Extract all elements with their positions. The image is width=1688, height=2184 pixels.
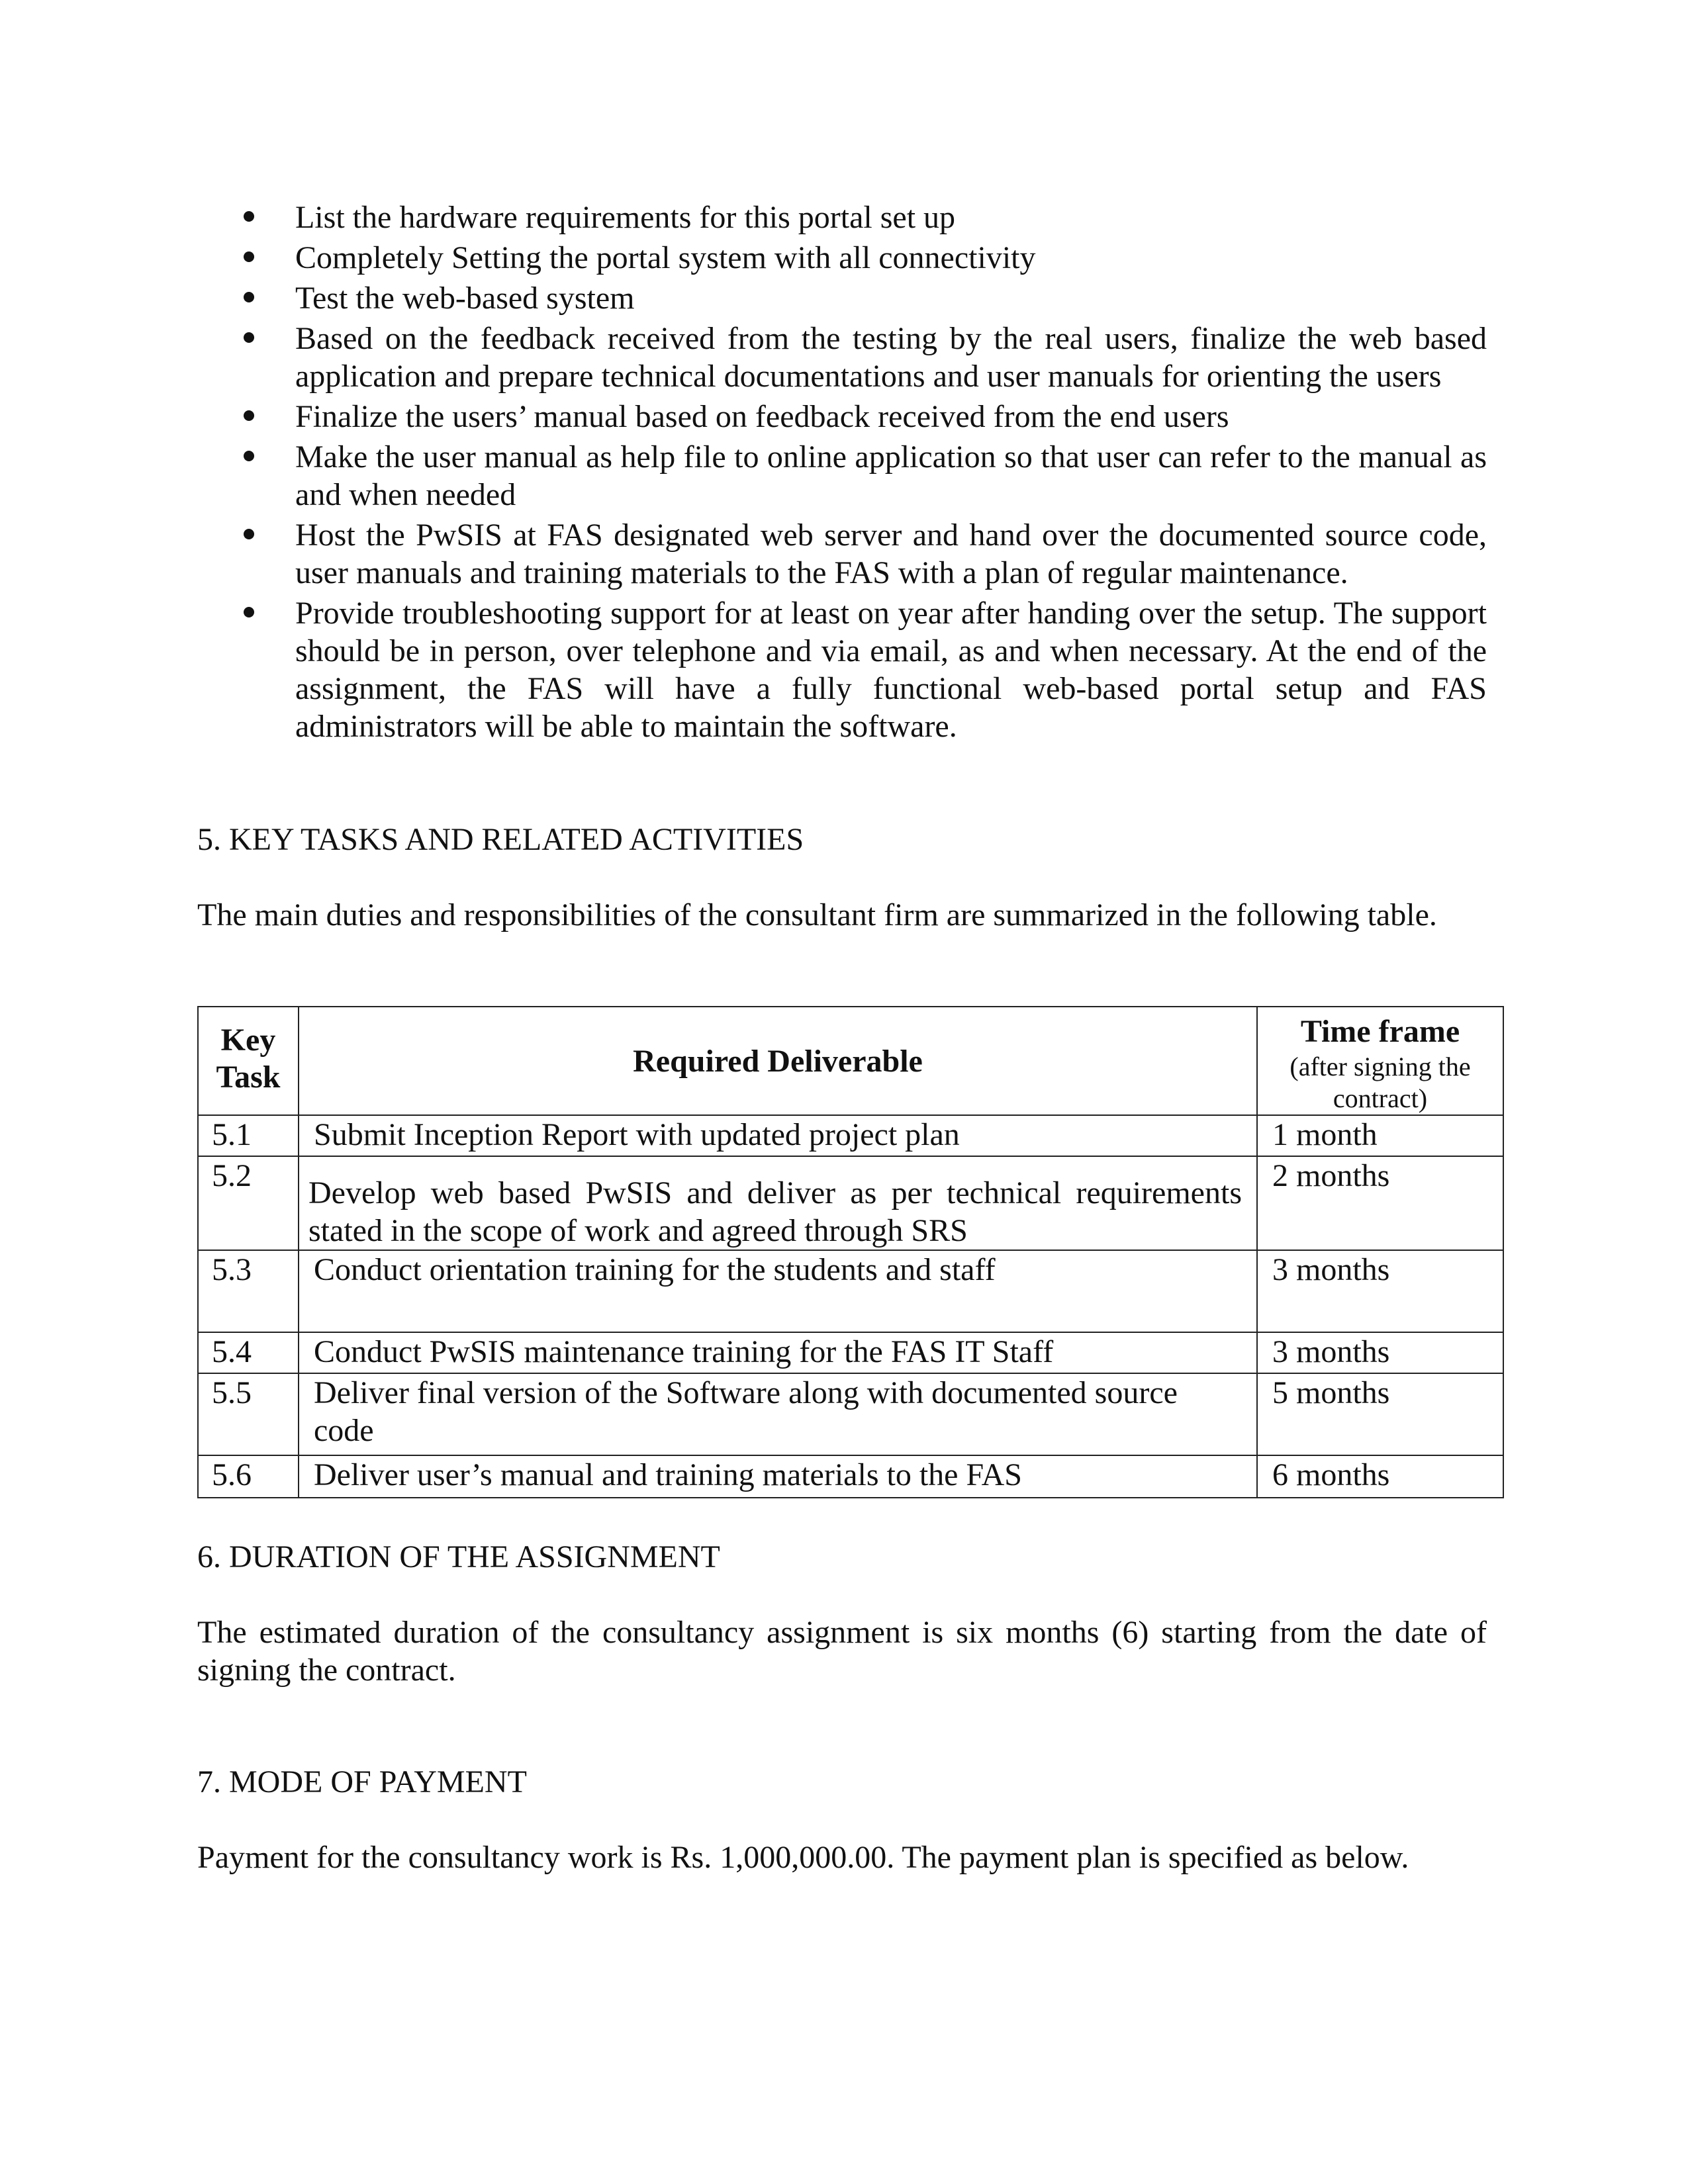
section-7-heading: 7. MODE OF PAYMENT bbox=[197, 1764, 527, 1799]
bullet-icon bbox=[244, 529, 254, 539]
deliverable-text: Deliver final version of the Software along with documented source code bbox=[298, 1374, 1256, 1456]
section-7-text: Payment for the consultancy work is Rs. 1,000,000.00. The payment plan is specified as below. bbox=[197, 1840, 1409, 1875]
table-row bbox=[197, 1456, 1504, 1498]
bullet-icon bbox=[244, 292, 254, 302]
list-item: List the hardware requirements for this portal set up bbox=[295, 199, 1487, 236]
timeframe-value: 3 months bbox=[1256, 1251, 1504, 1333]
bullet-list bbox=[295, 199, 1487, 748]
deliverable-text: Conduct PwSIS maintenance training for the FAS IT Staff bbox=[298, 1333, 1256, 1374]
table-row bbox=[197, 1333, 1504, 1374]
table-row bbox=[197, 1374, 1504, 1456]
deliverable-text: Submit Inception Report with updated project plan bbox=[298, 1116, 1256, 1157]
list-item: Test the web-based system bbox=[295, 279, 1487, 317]
list-item: Provide troubleshooting support for at least on year after handing over the setup. The support should be in person, over telephone and via email, as and when necessary. At the end of the assignment, the FAS will have a fully functional web-based portal setup and FAS administrators will be able to maintain the software. bbox=[295, 594, 1487, 745]
bullet-icon bbox=[244, 451, 254, 461]
task-number: 5.1 bbox=[197, 1116, 298, 1157]
timeframe-value: 1 month bbox=[1256, 1116, 1504, 1157]
section-6-text: The estimated duration of the consultancy assignment is six months (6) starting from the date of signing the contract. bbox=[197, 1615, 1487, 1688]
timeframe-value: 2 months bbox=[1256, 1157, 1504, 1251]
bullet-icon bbox=[244, 410, 254, 421]
bullet-icon bbox=[244, 607, 254, 617]
section-5-heading: 5. KEY TASKS AND RELATED ACTIVITIES bbox=[197, 822, 804, 857]
task-number: 5.4 bbox=[197, 1333, 298, 1374]
task-number: 5.3 bbox=[197, 1251, 298, 1333]
table-row bbox=[197, 1251, 1504, 1333]
deliverable-text: Conduct orientation training for the students and staff bbox=[298, 1251, 1256, 1333]
header-timeframe: Time frame (after signing the contract) bbox=[1256, 1006, 1504, 1116]
list-item: Based on the feedback received from the testing by the real users, finalize the web based application and prepare technical documentations and user manuals for orienting the users bbox=[295, 320, 1487, 395]
list-item: Host the PwSIS at FAS designated web server and hand over the documented source code, user manuals and training materials to the FAS with a plan of regular maintenance. bbox=[295, 516, 1487, 592]
bullet-icon bbox=[244, 251, 254, 262]
task-number: 5.5 bbox=[197, 1374, 298, 1456]
table-header-row bbox=[197, 1006, 1504, 1116]
list-item: Make the user manual as help file to online application so that user can refer to the manual as and when needed bbox=[295, 438, 1487, 514]
task-number: 5.6 bbox=[197, 1456, 298, 1498]
bullet-icon bbox=[244, 211, 254, 222]
header-key-task: Key Task bbox=[197, 1006, 298, 1116]
list-item: Finalize the users’ manual based on feedback received from the end users bbox=[295, 398, 1487, 435]
deliverable-text: Deliver user’s manual and training materials to the FAS bbox=[298, 1456, 1256, 1498]
header-deliverable: Required Deliverable bbox=[298, 1006, 1256, 1116]
task-number: 5.2 bbox=[197, 1157, 298, 1251]
bullet-icon bbox=[244, 332, 254, 343]
timeframe-value: 3 months bbox=[1256, 1333, 1504, 1374]
table-row bbox=[197, 1157, 1504, 1251]
deliverables-table bbox=[197, 1006, 1504, 1498]
table-row bbox=[197, 1116, 1504, 1157]
deliverable-text: Develop web based PwSIS and deliver as per technical requirements stated in the scope of work and agreed through SRS bbox=[298, 1157, 1256, 1251]
section-6-heading: 6. DURATION OF THE ASSIGNMENT bbox=[197, 1539, 720, 1574]
timeframe-value: 5 months bbox=[1256, 1374, 1504, 1456]
list-item: Completely Setting the portal system with all connectivity bbox=[295, 239, 1487, 277]
section-5-intro: The main duties and responsibilities of the consultant firm are summarized in the following table. bbox=[197, 897, 1437, 933]
timeframe-value: 6 months bbox=[1256, 1456, 1504, 1498]
